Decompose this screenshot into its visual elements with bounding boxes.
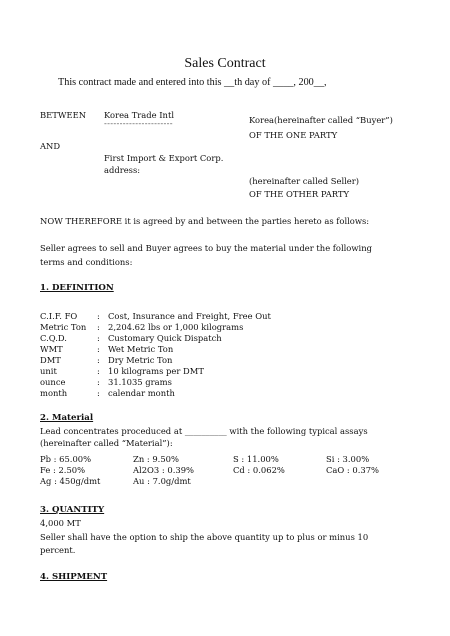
assay-value [326,476,406,486]
material-heading: 2. Material [40,413,94,423]
assay-table [40,454,406,486]
buyer-description: Korea(hereinafter called “Buyer”) [249,115,393,125]
definition-term: C.I.F. FO [40,311,78,321]
contract-subtitle: This contract made and entered into this __th day of ____, 200__, [58,77,327,88]
definition-sep: : [97,355,100,365]
assay-value: Si : 3.00% [326,454,370,464]
definition-meaning: Cost, Insurance and Freight, Free Out [108,311,271,321]
definition-sep: : [97,366,100,376]
buyer-name-dots: ---------------------- [104,118,173,128]
definition-meaning: 2,204.62 lbs or 1,000 kilograms [108,322,244,332]
seller-address: address: [104,165,141,175]
definition-table [40,311,308,398]
and-label: AND [40,141,61,151]
definition-meaning: Customary Quick Dispatch [108,333,222,343]
definition-sep: : [97,322,100,332]
assay-value: Al2O3 : 0.39% [133,465,195,475]
seller-party: OF THE OTHER PARTY [249,189,350,199]
material-line-1-pre: Lead concentrates proceduced at [40,426,183,436]
quantity-heading: 3. QUANTITY [40,505,105,515]
assay-value: Fe : 2.50% [40,465,86,475]
definition-meaning: calendar month [108,388,175,398]
definition-sep: : [97,333,100,343]
material-blank: __________ [184,426,227,436]
definition-meaning: 31.1035 grams [108,377,172,387]
buyer-name: Korea Trade Intl [104,110,174,120]
definition-sep: : [97,311,100,321]
shipment-heading: 4. SHIPMENT [40,572,108,582]
buyer-party: OF THE ONE PARTY [249,130,338,140]
definition-sep: : [97,377,100,387]
quantity-amount: 4,000 MT [40,518,81,528]
assay-value: Ag : 450g/dmt [40,476,101,486]
between-label: BETWEEN [40,110,87,120]
definition-term: unit [40,366,57,376]
assay-value [233,476,326,486]
assay-value: Au : 7.0g/dmt [133,476,191,486]
definition-sep: : [97,388,100,398]
definition-meaning: Dry Metric Ton [108,355,173,365]
now-therefore-text: NOW THEREFORE it is agreed by and between the parties hereto as follows: [40,216,370,226]
definition-term: Metric Ton [40,322,87,332]
assay-value: Cd : 0.062% [233,465,285,475]
intro-line-1: Seller agrees to sell and Buyer agrees to buy the material under the following [40,243,372,253]
definition-term: month [40,388,68,398]
definition-term: DMT [40,355,61,365]
definition-term: WMT [40,344,63,354]
material-line-1 [40,426,368,436]
intro-line-2: terms and conditions: [40,257,133,267]
assay-value: CaO : 0.37% [326,465,380,475]
definition-term: C.Q.D. [40,333,67,343]
material-line-2: (hereinafter called “Material”): [40,438,173,448]
definition-meaning: Wet Metric Ton [108,344,174,354]
contract-title: Sales Contract [184,56,266,71]
definition-heading: 1. DEFINITION [40,283,114,293]
quantity-line-1: Seller shall have the option to ship the above quantity up to plus or minus 10 [40,532,369,542]
assay-value: Zn : 9.50% [133,454,179,464]
seller-description: (hereinafter called Seller) [249,176,360,186]
assay-value: Pb : 65.00% [40,454,92,464]
material-line-1-post: with the following typical assays [229,426,368,436]
definition-meaning: 10 kilograms per DMT [108,366,204,376]
assay-value: S : 11.00% [233,454,279,464]
seller-name: First Import & Export Corp. [104,153,224,163]
definition-term: ounce [40,377,66,387]
quantity-line-2: percent. [40,545,76,555]
definition-sep: : [97,344,100,354]
